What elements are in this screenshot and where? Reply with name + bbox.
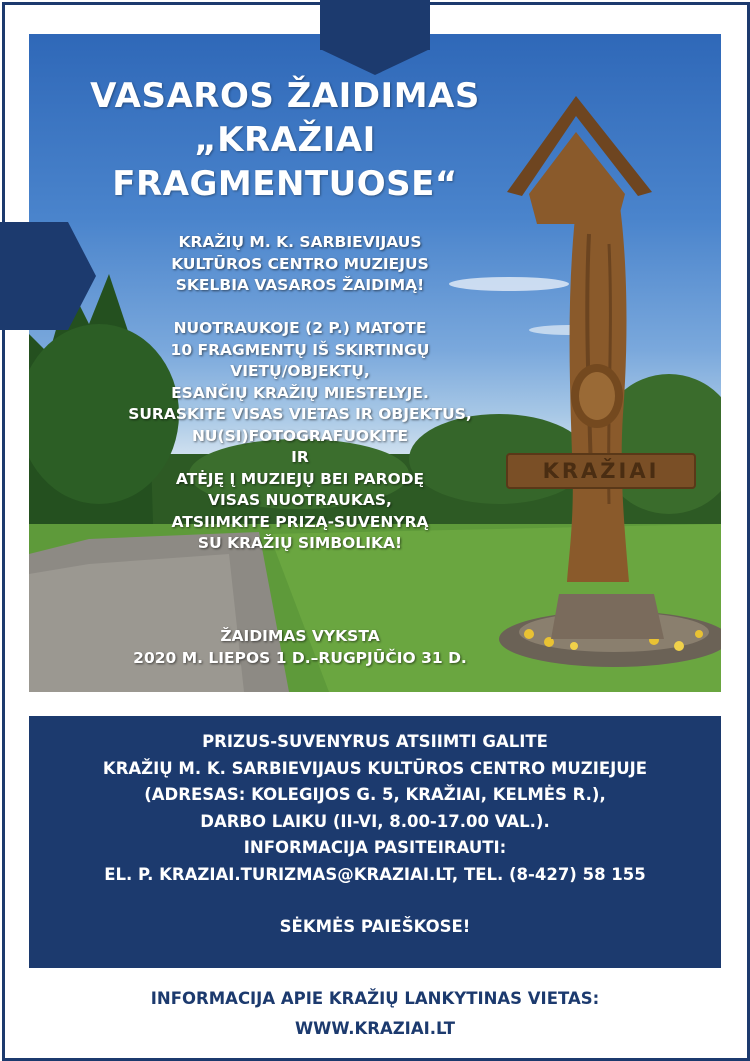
left-ribbon-tab xyxy=(0,222,68,330)
info-line: (ADRESAS: KOLEGIJOS G. 5, KRAŽIAI, KELMĖS R.), xyxy=(144,785,606,804)
rules-line: ATĖJĘ Į MUZIEJŲ BEI PARODĘ xyxy=(175,469,425,488)
rules-text xyxy=(70,318,530,555)
info-line: DARBO LAIKU (II-VI, 8.00-17.00 VAL.). xyxy=(200,811,550,831)
info-line: PRIZUS-SUVENYRUS ATSIIMTI GALITE xyxy=(202,732,548,751)
title-line-2: „KRAŽIAI xyxy=(194,120,376,160)
rules-line: VISAS NUOTRAUKAS, xyxy=(208,491,392,509)
dates-line: ŽAIDIMAS VYKSTA xyxy=(220,627,380,645)
rules-line: ATSIIMKITE PRIZĄ-SUVENYRĄ xyxy=(171,512,429,531)
top-ribbon-tab xyxy=(320,0,430,50)
poster-title xyxy=(40,74,530,206)
intro-line: KULTŪROS CENTRO MUZIEJUS xyxy=(171,254,429,273)
rules-line: VIETŲ/OBJEKTŲ, xyxy=(230,362,370,380)
intro-text xyxy=(70,232,530,297)
top-ribbon-point xyxy=(320,49,430,75)
contact-line[interactable]: EL. P. KRAZIAI.TURIZMAS@KRAZIAI.LT, TEL. (8-427) 58 155 xyxy=(104,864,646,884)
rules-line: NU(SI)FOTOGRAFUOKITE xyxy=(191,426,409,445)
rules-line: 10 FRAGMENTŲ IŠ SKIRTINGŲ xyxy=(170,340,430,359)
info-line: INFORMACIJA PASITEIRAUTI: xyxy=(243,838,507,857)
website-link[interactable]: WWW.KRAZIAI.LT xyxy=(294,1019,456,1038)
rules-line: SU KRAŽIŲ SIMBOLIKA! xyxy=(197,534,403,552)
title-line-1: VASAROS ŽAIDIMAS xyxy=(90,76,480,116)
dates-line: 2020 M. LIEPOS 1 D.–RUGPJŪČIO 31 D. xyxy=(133,648,467,667)
rules-line: ESANČIŲ KRAŽIŲ MIESTELYJE. xyxy=(171,383,429,402)
info-line: KRAŽIŲ M. K. SARBIEVIJAUS KULTŪROS CENTRO MUZIEJUJE xyxy=(102,758,648,778)
footer xyxy=(29,984,721,1044)
rules-line: IR xyxy=(291,448,309,466)
good-luck-wish: SĖKMĖS PAIEŠKOSE! xyxy=(279,917,471,936)
intro-line: SKELBIA VASAROS ŽAIDIMĄ! xyxy=(175,276,425,294)
info-box xyxy=(29,716,721,968)
title-line-3: FRAGMENTUOSE“ xyxy=(112,164,458,204)
rules-line: SURASKITE VISAS VIETAS IR OBJEKTUS, xyxy=(128,405,472,423)
footer-info-line: INFORMACIJA APIE KRAŽIŲ LANKYTINAS VIETAS: xyxy=(150,989,600,1008)
sign-board-label: KRAŽIAI xyxy=(542,459,660,483)
dates-text xyxy=(70,626,530,669)
intro-line: KRAŽIŲ M. K. SARBIEVIJAUS xyxy=(178,233,422,251)
rules-line: NUOTRAUKOJE (2 P.) MATOTE xyxy=(173,319,427,337)
